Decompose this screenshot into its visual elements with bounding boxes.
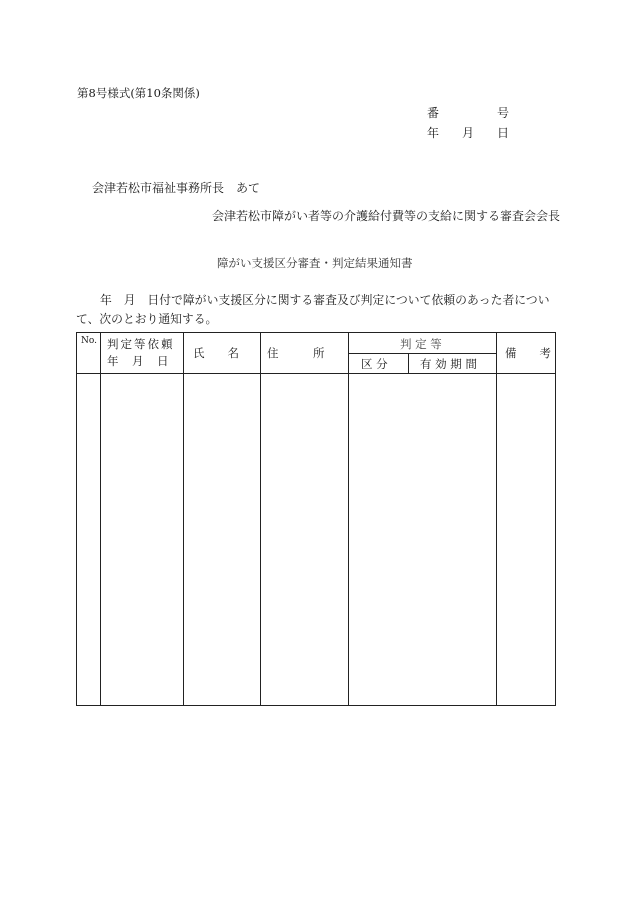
subcolumn-divider bbox=[408, 353, 409, 373]
header-request-date-ymd: 年 月 日 bbox=[107, 354, 170, 368]
subheader-divider bbox=[348, 353, 496, 354]
header-category: 区 分 bbox=[361, 357, 388, 371]
document-title: 障がい支援区分審査・判定結果通知書 bbox=[217, 256, 413, 270]
column-divider bbox=[260, 333, 261, 705]
reference-number-suffix: 号 bbox=[497, 106, 510, 120]
header-divider bbox=[77, 373, 555, 374]
column-divider bbox=[348, 333, 349, 705]
date-year-label: 年 bbox=[427, 126, 440, 140]
header-judgement: 判 定 等 bbox=[400, 337, 442, 351]
column-divider bbox=[183, 333, 184, 705]
date-month-label: 月 bbox=[462, 126, 475, 140]
column-divider bbox=[100, 333, 101, 705]
header-validity: 有 効 期 間 bbox=[420, 357, 477, 371]
sender: 会津若松市障がい者等の介護給付費等の支給に関する審査会会長 bbox=[212, 209, 561, 223]
reference-number-label: 番 bbox=[427, 106, 440, 120]
header-name: 氏 名 bbox=[193, 346, 239, 360]
header-no: No. bbox=[81, 336, 97, 346]
body-text-line-1: 年 月 日付で障がい支援区分に関する審査及び判定について依頼のあった者につい bbox=[100, 293, 550, 307]
date-day-label: 日 bbox=[497, 126, 510, 140]
results-table bbox=[76, 332, 556, 706]
column-divider bbox=[496, 333, 497, 705]
body-text-line-2: て、次のとおり通知する。 bbox=[76, 312, 218, 326]
header-remarks: 備 考 bbox=[505, 346, 551, 360]
header-address: 住 所 bbox=[267, 346, 325, 360]
header-request-date: 判定等依頼 bbox=[107, 337, 175, 351]
addressee: 会津若松市福祉事務所長 あて bbox=[92, 181, 261, 195]
form-number: 第8号様式(第10条関係) bbox=[77, 86, 200, 100]
